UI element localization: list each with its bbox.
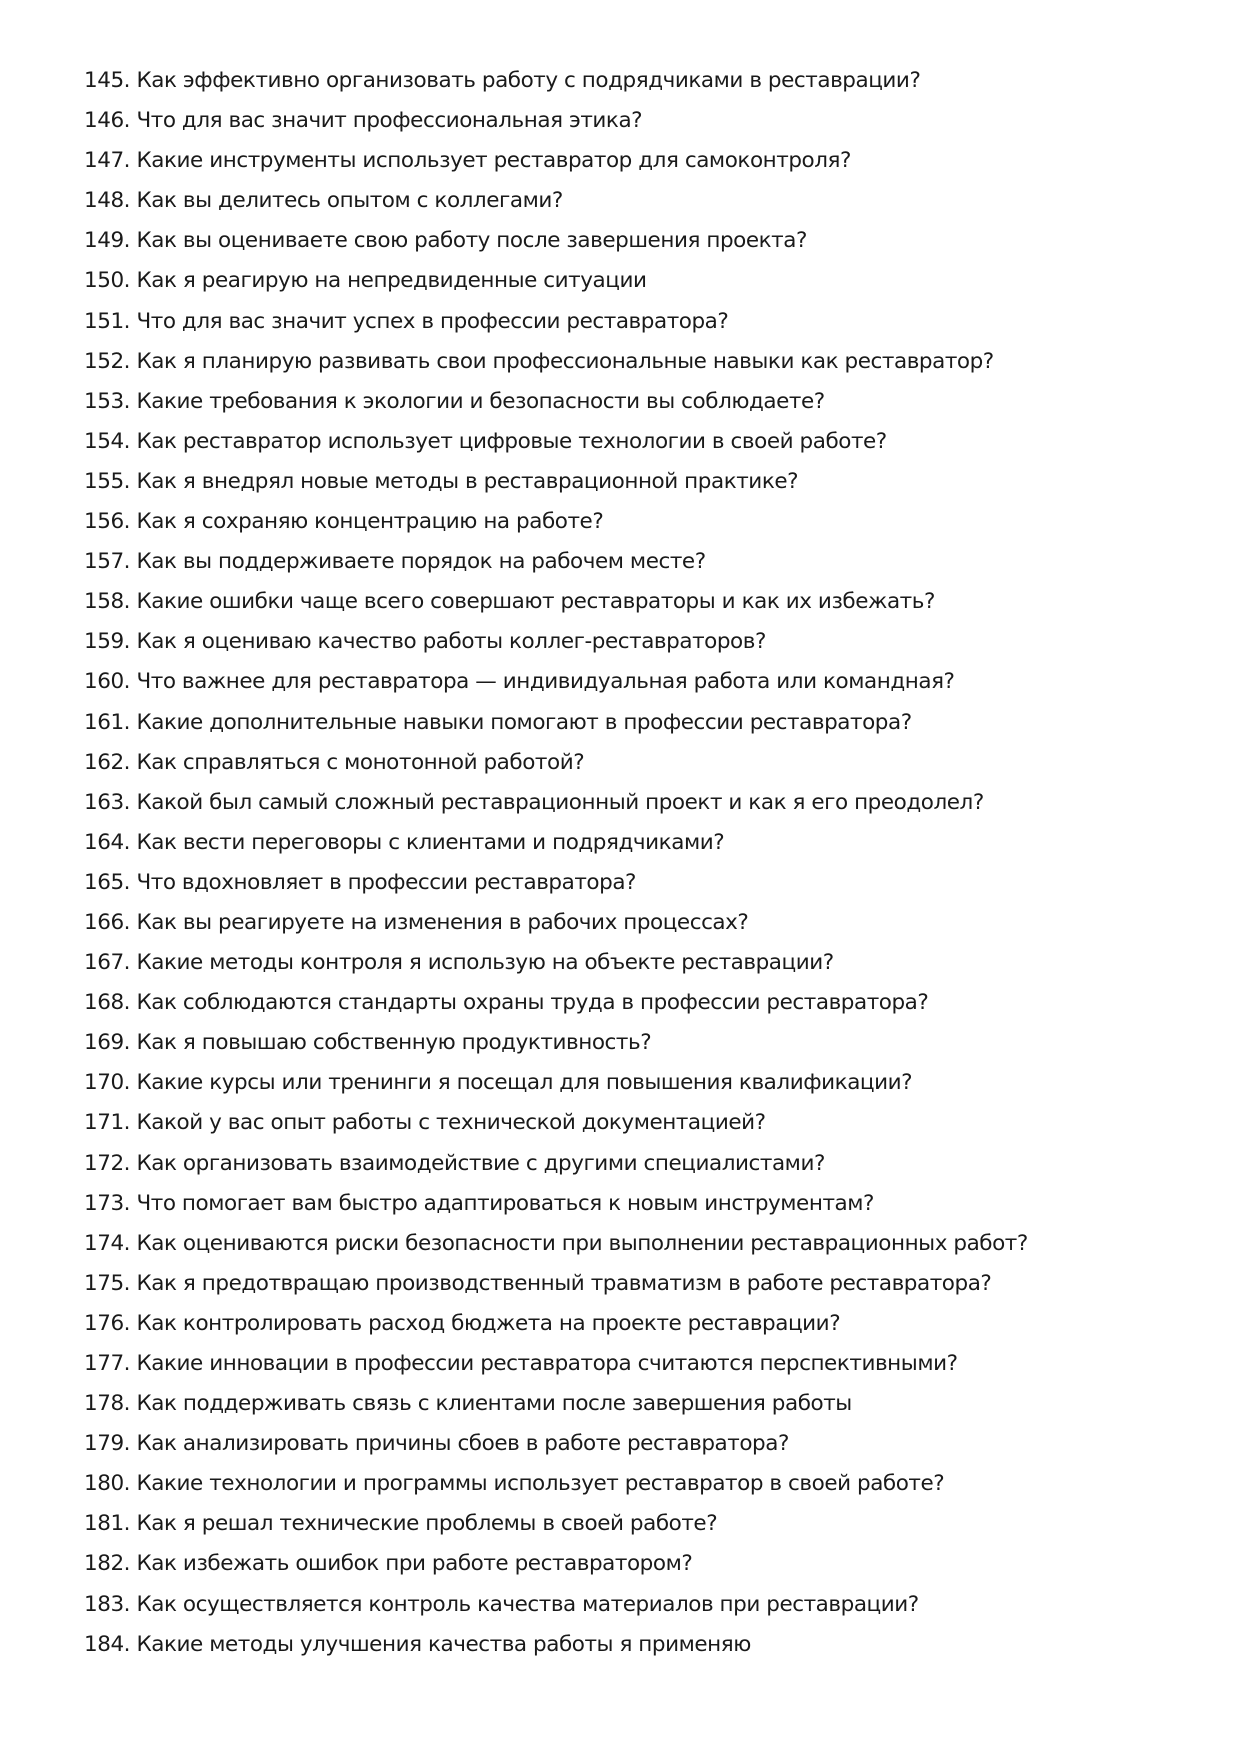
question-list	[84, 61, 1028, 1665]
question-item: 150. Как я реагирую на непредвиденные ситуации	[84, 268, 647, 294]
question-item: 153. Какие требования к экологии и безопасности вы соблюдаете?	[84, 388, 825, 414]
question-item: 173. Что помогает вам быстро адаптироваться к новым инструментам?	[84, 1190, 874, 1216]
question-item: 157. Как вы поддерживаете порядок на рабочем месте?	[84, 549, 706, 575]
question-item: 147. Какие инструменты использует реставратор для самоконтроля?	[84, 148, 851, 174]
question-item: 167. Какие методы контроля я использую на объекте реставрации?	[84, 950, 834, 976]
question-item: 163. Какой был самый сложный реставрационный проект и как я его преодолел?	[84, 789, 984, 815]
question-item: 146. Что для вас значит профессиональная этика?	[84, 108, 643, 134]
question-item: 155. Как я внедрял новые методы в реставрационной практике?	[84, 468, 799, 494]
question-item: 151. Что для вас значит успех в профессии реставратора?	[84, 308, 729, 334]
question-item: 168. Как соблюдаются стандарты охраны труда в профессии реставратора?	[84, 990, 929, 1016]
question-item: 164. Как вести переговоры с клиентами и подрядчиками?	[84, 829, 725, 855]
question-item: 152. Как я планирую развивать свои профессиональные навыки как реставратор?	[84, 348, 994, 374]
question-item: 159. Как я оцениваю качество работы коллег-реставраторов?	[84, 629, 766, 655]
question-item: 149. Как вы оцениваете свою работу после завершения проекта?	[84, 228, 807, 254]
question-item: 170. Какие курсы или тренинги я посещал для повышения квалификации?	[84, 1070, 913, 1096]
question-item: 171. Какой у вас опыт работы с технической документацией?	[84, 1110, 766, 1136]
question-item: 158. Какие ошибки чаще всего совершают реставраторы и как их избежать?	[84, 589, 935, 615]
question-item: 165. Что вдохновляет в профессии реставратора?	[84, 869, 637, 895]
question-item: 169. Как я повышаю собственную продуктивность?	[84, 1030, 652, 1056]
question-item: 156. Как я сохраняю концентрацию на работе?	[84, 509, 604, 535]
question-item: 161. Какие дополнительные навыки помогают в профессии реставратора?	[84, 709, 912, 735]
question-item: 177. Какие инновации в профессии реставратора считаются перспективными?	[84, 1351, 958, 1376]
question-item: 181. Как я решал технические проблемы в своей работе?	[84, 1511, 718, 1537]
question-item: 184. Какие методы улучшения качества работы я применяю	[84, 1631, 751, 1657]
question-item: 154. Как реставратор использует цифровые технологии в своей работе?	[84, 428, 887, 454]
question-item: 172. Как организовать взаимодействие с другими специалистами?	[84, 1150, 825, 1176]
question-item: 148. Как вы делитесь опытом с коллегами?	[84, 188, 563, 214]
question-item: 179. Как анализировать причины сбоев в работе реставратора?	[84, 1431, 789, 1457]
question-item: 160. Что важнее для реставратора — индивидуальная работа или командная?	[84, 669, 955, 695]
question-item: 145. Как эффективно организовать работу с подрядчиками в реставрации?	[84, 68, 921, 93]
question-item: 183. Как осуществляется контроль качества материалов при реставрации?	[84, 1591, 919, 1617]
question-item: 166. Как вы реагируете на изменения в рабочих процессах?	[84, 909, 749, 935]
question-item: 176. Как контролировать расход бюджета на проекте реставрации?	[84, 1310, 841, 1336]
question-item: 162. Как справляться с монотонной работой?	[84, 749, 585, 775]
question-item: 180. Какие технологии и программы использует реставратор в своей работе?	[84, 1471, 945, 1497]
question-item: 178. Как поддерживать связь с клиентами после завершения работы	[84, 1391, 852, 1417]
question-item: 175. Как я предотвращаю производственный травматизм в работе реставратора?	[84, 1270, 992, 1296]
question-item: 182. Как избежать ошибок при работе реставратором?	[84, 1551, 693, 1577]
question-item: 174. Как оцениваются риски безопасности при выполнении реставрационных работ?	[84, 1230, 1028, 1256]
